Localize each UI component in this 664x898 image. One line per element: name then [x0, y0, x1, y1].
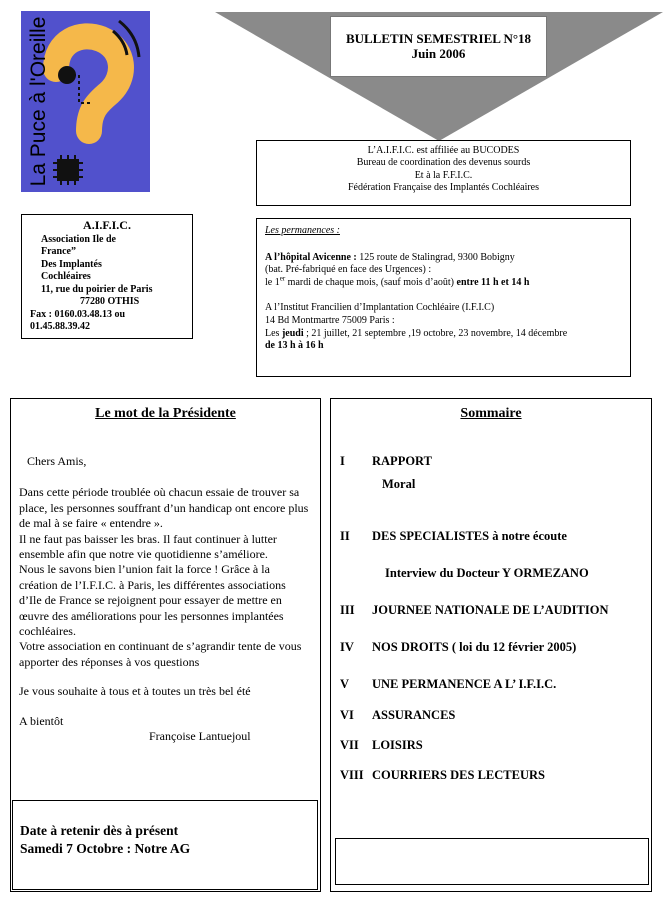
sommaire-empty-box	[335, 838, 649, 885]
aific-line: Association Ile de	[41, 233, 116, 245]
bulletin-date: Juin 2006	[411, 46, 466, 61]
item-label: RAPPORT	[372, 454, 432, 468]
avicenne-hours: entre 11 h et 14 h	[456, 276, 530, 288]
aific-address: 11, rue du poirier de Paris	[41, 283, 153, 295]
item-number: II	[340, 529, 350, 543]
item-label: LOISIRS	[372, 738, 423, 752]
avicenne-address: 125 route de Stalingrad, 9300 Bobigny	[356, 251, 515, 263]
item-number: I	[340, 454, 345, 468]
item-number: V	[340, 677, 350, 691]
logo-text: La Puce à l'Oreille	[27, 16, 50, 187]
aific-contact-box	[21, 214, 193, 339]
aific-line: Cochléaires	[41, 271, 91, 282]
avicenne-building: (bat. Pré-fabriqué en face des Urgences) :	[265, 264, 432, 276]
permanences-title: Les permanences :	[265, 225, 340, 236]
item-label: Moral	[382, 477, 416, 491]
avicenne-label: A l’hôpital Avicenne :	[265, 251, 357, 263]
paragraph: Dans cette période troublée où chacun essaie de trouver sa place, les personnes souffrant d’un handicap ont encore plus de mal à se faire « entendre ».	[19, 485, 309, 531]
affiliation-line: L’A.I.F.I.C. est affiliée au BUCODES	[367, 145, 520, 156]
bulletin-title-box	[330, 16, 547, 77]
item-label: JOURNEE NATIONALE DE L’AUDITION	[372, 603, 609, 617]
aific-line: France”	[41, 246, 76, 257]
signature: Françoise Lantuejoul	[149, 729, 251, 744]
sommaire-title: Sommaire	[460, 406, 522, 421]
avicenne-schedule-rest: mardi de chaque mois, (sauf mois d’août)	[285, 276, 457, 288]
president-title: Le mot de la Présidente	[95, 406, 236, 421]
aific-postcode: 77280 OTHIS	[80, 296, 140, 307]
ific-dates: ; 21 juillet, 21 septembre ,19 octobre, 23 novembre, 14 décembre	[303, 327, 568, 339]
item-label: UNE PERMANENCE A L’ I.F.I.C.	[372, 677, 557, 691]
affiliation-line: Bureau de coordination des devenus sourds	[356, 157, 531, 169]
ific-address: 14 Bd Montmartre 75009 Paris :	[265, 314, 395, 326]
paragraph: Nous le savons bien l’union fait la force ! Grâce à la création de l’I.F.I.C. à Paris, les différentes associations d’Ile de France se rejoignent pour essayer de mettre en œuvre des améliorations pour les personnes implantées cochléaires.	[19, 562, 286, 639]
item-number: VI	[340, 708, 354, 722]
wish: Je vous souhaite à tous et à toutes un très bel été	[19, 684, 251, 699]
item-number: III	[340, 603, 355, 617]
paragraph: Il ne faut pas baisser les bras. Il faut continuer à lutter ensemble afin que notre vie quotidienne s’améliore.	[19, 531, 277, 562]
aific-line: Des Implantés	[41, 258, 102, 270]
avicenne-schedule: le 1	[265, 276, 280, 288]
aific-fax-alt: 01.45.88.39.42	[30, 321, 90, 332]
paragraph: Votre association en continuant de s’agrandir tente de vous apporter des réponses à vos questions	[19, 639, 302, 669]
save-the-date-box	[12, 800, 318, 890]
save-date-line: Samedi 7 Octobre : Notre AG	[20, 841, 191, 856]
item-number: VIII	[340, 768, 364, 782]
affiliation-box	[256, 140, 631, 206]
bulletin-number: BULLETIN SEMESTRIEL N°18	[345, 31, 532, 46]
ific-hours: de 13 h à 16 h	[265, 340, 324, 352]
item-number: VII	[340, 738, 359, 752]
ific-name: A l’Institut Francilien d’Implantation Cochléaire (I.F.I.C)	[265, 302, 495, 314]
item-label: ASSURANCES	[372, 708, 456, 722]
affiliation-line: Et à la F.F.I.C.	[414, 169, 473, 181]
closing: A bientôt	[19, 713, 64, 728]
item-label: COURRIERS DES LECTEURS	[372, 768, 545, 782]
aific-title: A.I.F.I.C.	[83, 218, 131, 232]
greeting: Chers Amis,	[27, 454, 87, 468]
save-date-line: Date à retenir dès à présent	[20, 823, 179, 838]
affiliation-line: Fédération Française des Implantés Cochléaires	[347, 181, 540, 193]
ific-schedule: Les	[265, 327, 282, 339]
logo-puce-a-l-oreille	[21, 11, 150, 192]
sommaire-box	[330, 398, 652, 892]
item-label: NOS DROITS ( loi du 12 février 2005)	[372, 640, 577, 654]
item-number: IV	[340, 640, 354, 654]
item-label: DES SPECIALISTES à notre écoute	[372, 529, 567, 543]
permanences-box	[256, 218, 631, 377]
president-text	[19, 454, 311, 745]
aific-fax: Fax : 0160.03.48.13 ou	[30, 308, 125, 320]
superscript: er	[279, 274, 286, 283]
item-label: Interview du Docteur Y ORMEZANO	[385, 566, 589, 580]
ific-day: jeudi	[281, 327, 304, 339]
